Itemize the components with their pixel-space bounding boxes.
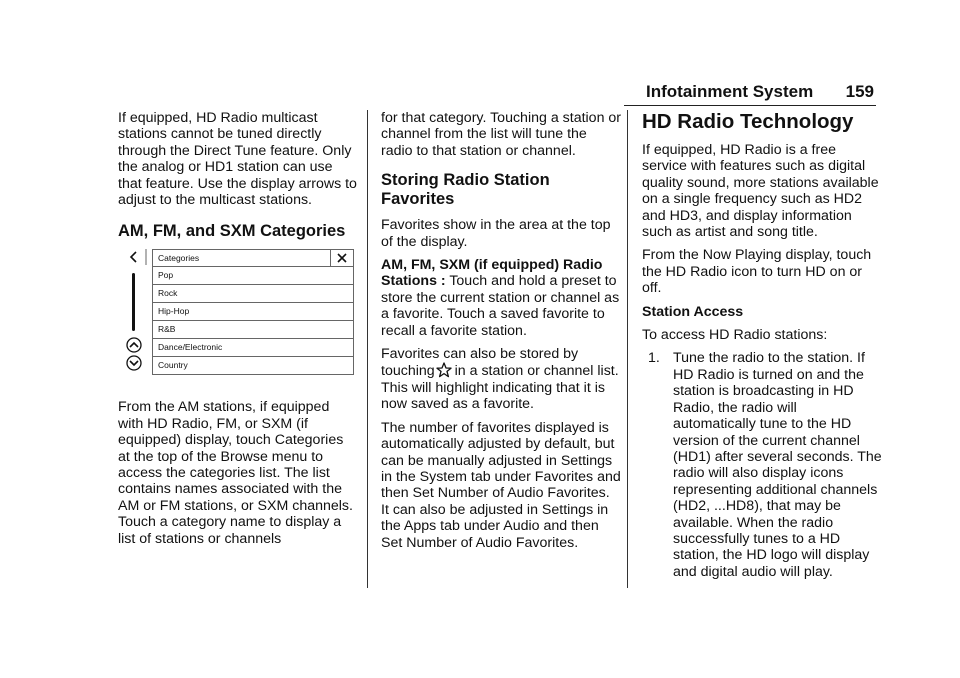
scroll-up-icon (127, 338, 141, 352)
scroll-down-icon (127, 356, 141, 370)
favorites-intro: Favorites show in the area at the top of the display. (381, 217, 611, 250)
step-number: 1. (648, 350, 660, 367)
star-paragraph (381, 346, 621, 413)
categories-figure (122, 249, 354, 379)
categories-header-label: Categories (158, 253, 200, 264)
presets-text: Touch and hold a preset to store the current station or channel as a favorite. Touch a saved favorite to recall a favorite station. (381, 273, 620, 339)
page-header (624, 82, 876, 106)
presets-paragraph (381, 257, 621, 339)
column-divider-2 (627, 110, 628, 588)
category-item-hip-hop[interactable]: Hip-Hop (152, 303, 354, 321)
category-continuation: for that category. Touching a station or channel from the list will tune the radio to that station or channel. (381, 110, 622, 159)
favorites-heading: Storing Radio Station Favorites (381, 171, 550, 209)
list-navigation-controls (122, 249, 152, 379)
category-item-country[interactable]: Country (152, 357, 354, 375)
station-access-label: Station Access (642, 303, 744, 320)
step-text: Tune the radio to the station. If HD Radio is turned on and the station is broadcasting in HD Radio, the radio will automatically tune to the HD version of the current channel (HD1) after several seconds. The radio will also display icons representing additional channels (HD2, ...HD8), that may be available. When the radio successfully tunes to a HD station, the HD logo will display and digital audio will play. (673, 350, 882, 580)
category-item-dance-electronic[interactable]: Dance/Electronic (152, 339, 354, 357)
presets-label: AM, FM, SXM (if equipped) Radio Stations : (381, 257, 603, 290)
number-of-favorites-paragraph: The number of favorites displayed is automatically adjusted by default, but can be manually adjusted in Settings in the System tab under Favorites and then Set Number of Audio Favorites. It can also be adjusted in Settings in the Apps tab under Audio and then Set Number of Audio Favorites. (381, 419, 621, 551)
column-2 (381, 110, 621, 558)
hd-radio-heading: HD Radio Technology (642, 110, 854, 133)
step-item (642, 350, 882, 580)
category-item-rock[interactable]: Rock (152, 285, 354, 303)
column-3 (642, 110, 882, 580)
close-button[interactable] (330, 250, 353, 266)
category-list (152, 249, 354, 375)
star-text-after: in a station or channel list. This will highlight indicating that it is now saved as a favorite. (381, 363, 619, 413)
column-1 (118, 110, 358, 554)
back-arrow-icon (131, 252, 136, 262)
header-rule (624, 105, 876, 106)
categories-paragraph: From the AM stations, if equipped with HD Radio, FM, or SXM (if equipped) display, touch Categories at the top of the Browse menu to access the categories list. The list contains names associated with the AM or FM stations, or SXM channels. Touch a category name to display a list of stations or channels (118, 399, 353, 547)
station-access-intro: To access HD Radio stations: (642, 327, 828, 344)
category-item-pop[interactable]: Pop (152, 267, 354, 285)
scrollbar-thumb (132, 273, 135, 331)
station-access-steps (642, 350, 882, 580)
close-icon (331, 250, 353, 266)
star-text-before: Favorites can also be stored by touching (381, 346, 579, 380)
categories-header-row (152, 249, 354, 267)
favorite-star-icon (436, 362, 452, 378)
category-item-rnb[interactable]: R&B (152, 321, 354, 339)
hd-toggle-paragraph: From the Now Playing display, touch the HD Radio icon to turn HD on or off. (642, 247, 872, 297)
page-number: 159 (845, 82, 874, 101)
categories-heading: AM, FM, and SXM Categories (118, 222, 346, 241)
hd-radio-intro: If equipped, HD Radio is a free service with features such as digital quality sound, more stations available on a single frequency such as HD2 and HD3, and display information such as artist and song title. (642, 142, 879, 241)
column-divider-1 (367, 110, 368, 588)
multicast-paragraph: If equipped, HD Radio multicast stations cannot be tuned directly through the Direct Tune feature. Only the analog or HD1 station can use that feature. Use the display arrows to adjust to the multicast stations. (118, 110, 357, 209)
section-title: Infotainment System (646, 82, 814, 101)
